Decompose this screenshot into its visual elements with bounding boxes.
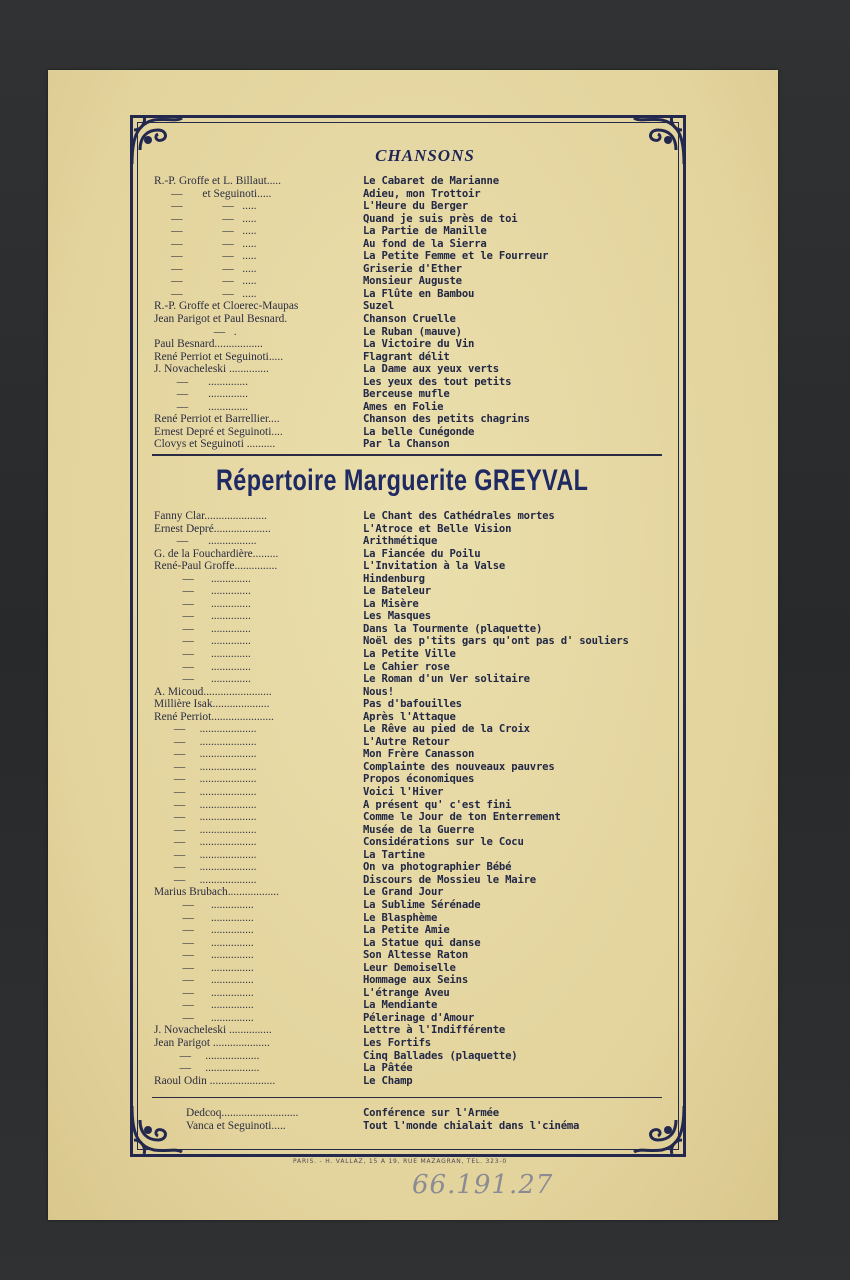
song-title: Flagrant délit [363, 350, 450, 363]
section-heading-chansons: CHANSONS [375, 146, 475, 165]
list-item [154, 874, 674, 887]
list-item [154, 351, 674, 364]
list-item [154, 610, 674, 623]
author-name: — .................... [154, 798, 257, 811]
song-title: On va photographier Bébé [363, 861, 512, 874]
list-item [154, 974, 674, 987]
author-name: Dedcoq........................... [186, 1107, 299, 1119]
song-title: Ames en Folie [363, 400, 444, 413]
list-item [154, 999, 674, 1012]
author-name: — .............. [154, 648, 251, 661]
list-item [154, 849, 674, 862]
author-name: — ............... [154, 1011, 254, 1024]
song-title: Les Masques [363, 610, 431, 623]
list-item [154, 1075, 674, 1088]
song-title: La Dame aux yeux verts [363, 363, 499, 376]
author-name: — — ..... [154, 225, 257, 238]
song-title: La Mendiante [363, 999, 438, 1012]
song-title: Par la Chanson [363, 438, 450, 451]
author-name: Paul Besnard................. [154, 338, 263, 351]
author-name: — ............... [154, 986, 254, 999]
song-title: Noël des p'tits gars qu'ont pas d' souliers [363, 635, 629, 648]
author-name: — ............... [154, 936, 254, 949]
author-name: — — ..... [154, 237, 257, 250]
repertoire-heading: Répertoire Marguerite GREYVAL [216, 464, 589, 497]
song-title: Au fond de la Sierra [363, 237, 487, 250]
author-name: — ............... [154, 974, 254, 987]
song-title: Leur Demoiselle [363, 961, 456, 974]
song-title: Chanson Cruelle [363, 313, 456, 326]
song-title: Les Fortifs [363, 1036, 431, 1049]
song-title: La belle Cunégonde [363, 425, 475, 438]
song-title: Le Roman d'un Ver solitaire [363, 673, 530, 686]
list-item [154, 698, 674, 711]
list-item [154, 723, 674, 736]
song-title: La Partie de Manille [363, 225, 487, 238]
song-title: Le Champ [363, 1074, 413, 1087]
author-name: — .................... [154, 786, 257, 799]
list-item [154, 213, 674, 226]
list-item [154, 773, 674, 786]
list-item [154, 836, 674, 849]
author-name: — .............. [154, 610, 251, 623]
song-title: Le Blasphème [363, 911, 438, 924]
song-title: L'Autre Retour [363, 735, 450, 748]
author-name: — .................... [154, 811, 257, 824]
song-title: Le Ruban (mauve) [363, 325, 462, 338]
author-name: — ............... [154, 949, 254, 962]
list-item [154, 376, 674, 389]
list-item [154, 661, 674, 674]
author-name: — ............... [154, 999, 254, 1012]
list-item [154, 363, 674, 376]
author-name: J. Novacheleski ............... [154, 1024, 272, 1037]
author-name: Clovys et Seguinoti .......... [154, 438, 276, 451]
song-title: Dans la Tourmente (plaquette) [363, 622, 543, 635]
song-title: Pas d'bafouilles [363, 698, 462, 711]
author-name: — .................... [154, 735, 257, 748]
author-name: — — ..... [154, 275, 257, 288]
song-title: Après l'Attaque [363, 710, 456, 723]
song-title: Tout l'monde chialait dans l'cinéma [363, 1119, 580, 1132]
author-name: R.-P. Groffe et Cloerec-Maupas [154, 300, 299, 313]
list-item [154, 326, 674, 339]
song-title: A présent qu' c'est fini [363, 798, 512, 811]
author-name: Fanny Clar...................... [154, 510, 267, 522]
author-name: — ................... [154, 1062, 260, 1075]
author-name: Jean Parigot et Paul Besnard. [154, 313, 288, 326]
author-name: René Perriot...................... [154, 710, 274, 723]
song-title: L'Invitation à la Valse [363, 560, 506, 573]
author-name: — — ..... [154, 287, 257, 300]
song-title: L'étrange Aveu [363, 986, 450, 999]
song-title: Monsieur Auguste [363, 275, 462, 288]
author-name: Ernest Depré.................... [154, 522, 271, 535]
list-item [154, 200, 674, 213]
song-title: Le Chant des Cathédrales mortes [363, 510, 555, 522]
author-name: — ............... [154, 911, 254, 924]
list-item [154, 949, 674, 962]
list-item [154, 1062, 674, 1075]
author-name: R.-P. Groffe et L. Billaut..... [154, 175, 281, 187]
song-title: Le Bateleur [363, 585, 431, 598]
song-title: Comme le Jour de ton Enterrement [363, 811, 561, 824]
list-item [154, 1050, 674, 1063]
song-title: Nous! [363, 685, 394, 698]
author-name: — — ..... [154, 200, 257, 213]
author-name: — — ..... [154, 250, 257, 263]
song-title: Voici l'Hiver [363, 786, 444, 799]
author-name: — ............... [154, 898, 254, 911]
song-title: Arithmétique [363, 535, 438, 548]
song-title: Adieu, mon Trottoir [363, 187, 481, 200]
song-title: Mon Frère Canasson [363, 748, 475, 761]
list-item [154, 1012, 674, 1025]
list-item [154, 573, 674, 586]
handwritten-inventory-number: 66.191.27 [412, 1170, 554, 1200]
song-title: Cinq Ballades (plaquette) [363, 1049, 518, 1062]
author-name: — .............. [154, 660, 251, 673]
list-item [154, 560, 674, 573]
list-item [154, 426, 674, 439]
song-title: Quand je suis près de toi [363, 212, 518, 225]
author-name: — .................... [154, 760, 257, 773]
list-item [154, 824, 674, 837]
author-name: — . [154, 325, 237, 338]
author-name: — .............. [154, 388, 248, 401]
chansons-list [154, 175, 674, 451]
author-name: René-Paul Groffe............... [154, 560, 278, 573]
song-title: Suzel [363, 300, 394, 313]
list-item [154, 598, 674, 611]
list-item [154, 623, 674, 636]
song-title: La Statue qui danse [363, 936, 481, 949]
song-title: Conférence sur l'Armée [363, 1107, 499, 1119]
author-name: — .................... [154, 748, 257, 761]
song-title: L'Heure du Berger [363, 200, 469, 213]
author-name: G. de la Fouchardière......... [154, 547, 279, 560]
author-name: — ................. [154, 535, 257, 548]
list-item [154, 937, 674, 950]
list-item [154, 736, 674, 749]
conferences-list [150, 1107, 680, 1132]
list-item [154, 225, 674, 238]
list-item [154, 238, 674, 251]
song-title: La Petite Ville [363, 648, 456, 661]
list-item [154, 1037, 674, 1050]
list-item [154, 686, 674, 699]
list-item [154, 250, 674, 263]
list-item [154, 987, 674, 1000]
list-item [154, 188, 674, 201]
author-name: Ernest Depré et Seguinoti.... [154, 425, 283, 438]
author-name: Millière Isak.................... [154, 698, 270, 711]
author-name: — .............. [154, 572, 251, 585]
list-item [154, 748, 674, 761]
song-title: La Pâtée [363, 1062, 413, 1075]
author-name: — .............. [154, 673, 251, 686]
song-title: Hindenburg [363, 572, 425, 585]
author-name: A. Micoud........................ [154, 685, 272, 698]
author-name: — .................... [154, 823, 257, 836]
song-title: Propos économiques [363, 773, 475, 786]
list-item [154, 313, 674, 326]
list-item [154, 711, 674, 724]
song-title: Musée de la Guerre [363, 823, 475, 836]
list-item [154, 912, 674, 925]
author-name: — .............. [154, 622, 251, 635]
author-name: — .................... [154, 723, 257, 736]
list-item [154, 275, 674, 288]
list-item [154, 338, 674, 351]
song-title: Le Cabaret de Marianne [363, 175, 499, 187]
list-item [154, 861, 674, 874]
repertoire-list [154, 510, 674, 1087]
author-name: Marius Brubach.................. [154, 886, 279, 899]
song-title: Pélerinage d'Amour [363, 1011, 475, 1024]
list-item [154, 535, 674, 548]
author-name: — .............. [154, 400, 248, 413]
list-item [154, 799, 674, 812]
list-item [154, 962, 674, 975]
song-title: Considérations sur le Cocu [363, 836, 524, 849]
list-item [154, 811, 674, 824]
list-item [154, 924, 674, 937]
author-name: René Perriot et Seguinoti..... [154, 350, 284, 363]
author-name: Raoul Odin ....................... [154, 1074, 276, 1087]
song-title: Le Cahier rose [363, 660, 450, 673]
song-title: La Misère [363, 597, 419, 610]
author-name: — .................... [154, 836, 257, 849]
list-item [154, 288, 674, 301]
list-item [154, 263, 674, 276]
author-name: — .................... [154, 848, 257, 861]
song-title: La Petite Femme et le Fourreur [363, 250, 549, 263]
author-name: — .............. [154, 585, 251, 598]
list-item [154, 673, 674, 686]
author-name: J. Novacheleski .............. [154, 363, 269, 376]
song-title: Chanson des petits chagrins [363, 413, 530, 426]
song-title: Berceuse mufle [363, 388, 450, 401]
list-item [154, 585, 674, 598]
author-name: — .................... [154, 873, 257, 886]
list-item [150, 1120, 680, 1133]
list-item [154, 523, 674, 536]
song-title: Complainte des nouveaux pauvres [363, 760, 555, 773]
author-name: — — ..... [154, 262, 257, 275]
list-item [154, 899, 674, 912]
author-name: — ............... [154, 961, 254, 974]
song-title: Griserie d'Ether [363, 262, 462, 275]
list-item [154, 1024, 674, 1037]
song-title: La Sublime Sérénade [363, 898, 481, 911]
list-item [154, 548, 674, 561]
author-name: — .................... [154, 861, 257, 874]
author-name: — — ..... [154, 212, 257, 225]
song-title: La Flûte en Bambou [363, 287, 475, 300]
author-name: — ................... [154, 1049, 260, 1062]
song-title: La Tartine [363, 848, 425, 861]
list-item [154, 635, 674, 648]
list-item [154, 175, 674, 188]
section-divider [152, 454, 662, 456]
author-name: Jean Parigot .................... [154, 1036, 270, 1049]
author-name: — .................... [154, 773, 257, 786]
list-item [154, 438, 674, 451]
list-item [154, 413, 674, 426]
song-title: Hommage aux Seins [363, 974, 469, 987]
song-title: La Victoire du Vin [363, 338, 475, 351]
song-title: L'Atroce et Belle Vision [363, 522, 512, 535]
song-title: Les yeux des tout petits [363, 375, 512, 388]
list-item [150, 1107, 680, 1120]
song-title: Le Rêve au pied de la Croix [363, 723, 530, 736]
song-title: La Fiancée du Poilu [363, 547, 481, 560]
song-title: La Petite Amie [363, 924, 450, 937]
song-title: Lettre à l'Indifférente [363, 1024, 506, 1037]
song-title: Son Altesse Raton [363, 949, 469, 962]
author-name: — .............. [154, 597, 251, 610]
author-name: — .............. [154, 375, 248, 388]
author-name: — .............. [154, 635, 251, 648]
list-item [154, 786, 674, 799]
author-name: — ............... [154, 924, 254, 937]
list-item [154, 648, 674, 661]
list-item [154, 401, 674, 414]
printer-imprint: PARIS. - H. VALLAZ, 15 A 19, RUE MAZAGRAN, TEL. 323-0 [293, 1158, 507, 1165]
list-item [154, 886, 674, 899]
list-item [154, 300, 674, 313]
list-item [154, 388, 674, 401]
author-name: René Perriot et Barrellier.... [154, 413, 280, 426]
song-title: Le Grand Jour [363, 886, 444, 899]
list-item [154, 761, 674, 774]
author-name: Vanca et Seguinoti..... [186, 1119, 286, 1132]
section-divider [152, 1097, 662, 1098]
list-item [154, 510, 674, 523]
song-title: Discours de Mossieu le Maire [363, 873, 536, 886]
author-name: — et Seguinoti..... [154, 187, 272, 200]
